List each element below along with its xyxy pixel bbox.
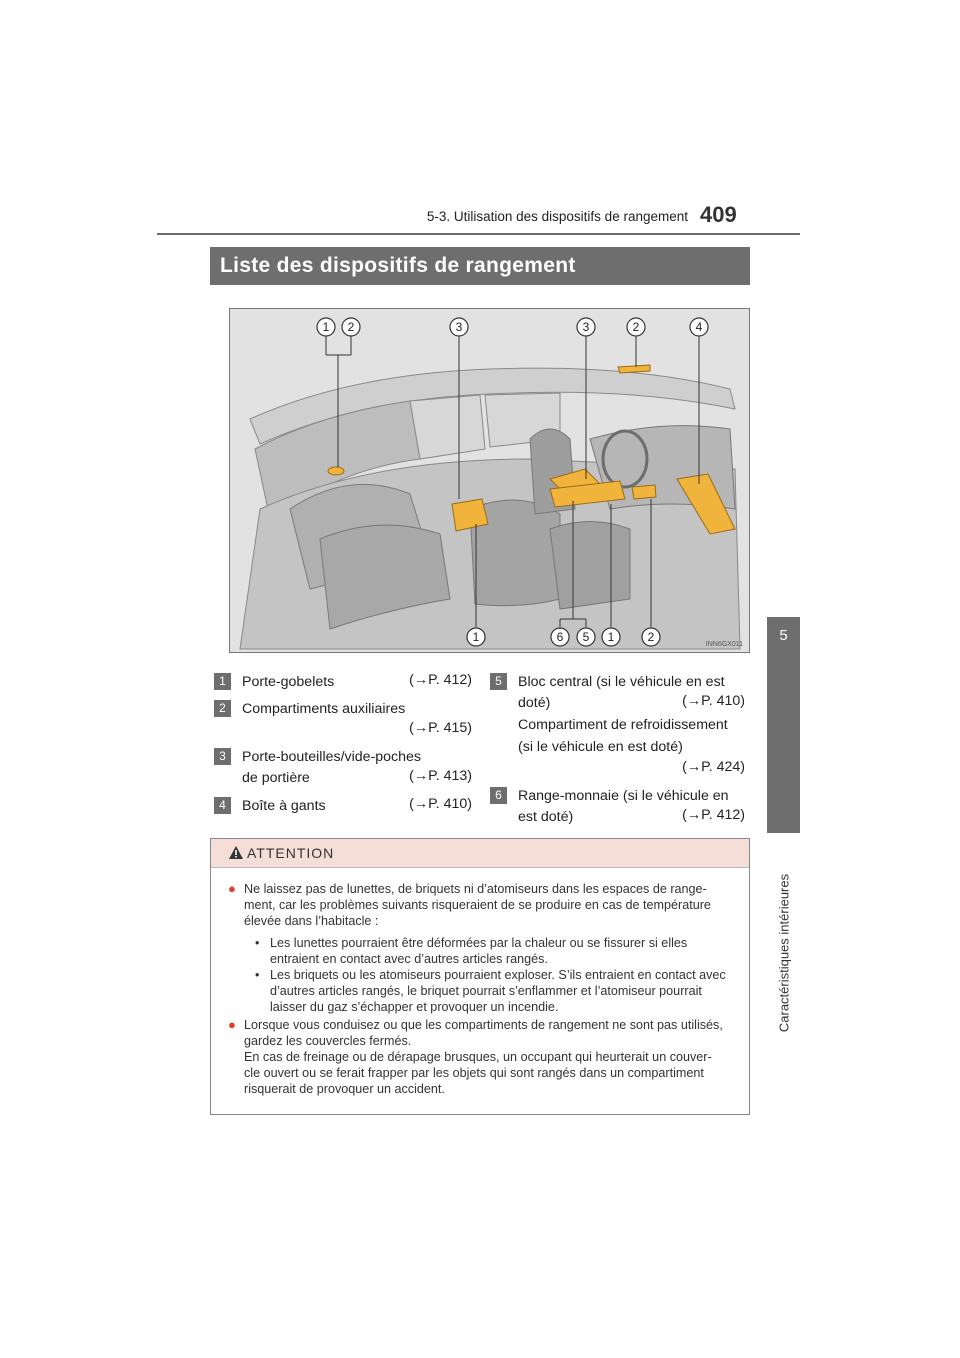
item-label-porte-bouteilles: Porte-bouteilles/vide-poches <box>242 749 422 765</box>
callout-top-3: 3 <box>455 320 463 334</box>
callout-bottom-3: 5 <box>582 630 590 644</box>
warning-sub2-line1: Les briquets ou les atomiseurs pourraient exploser. S’ils entraient en contact avec <box>270 968 726 982</box>
item-ref-5: (→P. 410) <box>682 693 745 709</box>
running-header: 5-3. Utilisation des dispositifs de rangement <box>426 209 688 224</box>
warning-sub1-line1: Les lunettes pourraient être déformées par la chaleur ou se fissurer si elles <box>270 936 688 950</box>
warning-p2-line5: risquerait de provoquer un accident. <box>244 1082 445 1096</box>
item-badge-2: 2 <box>214 700 231 717</box>
callout-bottom-2: 6 <box>556 630 564 644</box>
sub-bullet-icon: • <box>255 936 260 950</box>
item-ref-2: (→P. 415) <box>409 720 472 736</box>
chapter-label: Caractéristiques intérieures <box>776 873 792 1033</box>
warning-p2-line1: Lorsque vous conduisez ou que les compartiments de rangement ne sont pas utilisés, <box>244 1018 723 1032</box>
warning-p1-line1: Ne laissez pas de lunettes, de briquets ni d’atomiseurs dans les espaces de range- <box>244 882 707 896</box>
warning-p2-line3: En cas de freinage ou de dérapage brusques, un occupant qui heurterait un couver- <box>244 1050 712 1064</box>
chapter-label-wrapper <box>754 838 814 1068</box>
item-badge-6: 6 <box>490 787 507 804</box>
vehicle-interior-illustration <box>229 308 750 653</box>
warning-box <box>210 838 750 1115</box>
item-label-bloc-central-line2: doté) <box>518 695 551 711</box>
item-ref-5b: (→P. 424) <box>682 759 745 775</box>
warning-p2-line2: gardez les couvercles fermés. <box>244 1034 412 1048</box>
item-ref-6: (→P. 412) <box>682 807 745 823</box>
item-ref-1: (→P. 412) <box>409 672 472 688</box>
bullet-icon: ● <box>228 1017 236 1032</box>
chapter-number: 5 <box>779 627 788 644</box>
figure-code: INN6GX011 <box>705 641 743 648</box>
warning-title: ATTENTION <box>247 845 335 861</box>
header-divider <box>157 233 800 235</box>
warning-header <box>211 839 749 868</box>
item-label-bloc-central: Bloc central (si le véhicule en est <box>518 674 725 690</box>
chapter-tab <box>767 617 800 833</box>
sub-bullet-icon: • <box>255 968 260 982</box>
item-label-range-monnaie: Range-monnaie (si le véhicule en <box>518 788 729 804</box>
callout-top-5: 2 <box>632 320 640 334</box>
callout-bottom-4: 1 <box>607 630 615 644</box>
item-label-refroidissement-line2: (si le véhicule en est doté) <box>518 739 683 755</box>
bullet-icon: ● <box>228 881 236 896</box>
callout-top-2: 2 <box>347 320 355 334</box>
item-badge-4: 4 <box>214 797 231 814</box>
item-badge-3: 3 <box>214 748 231 765</box>
section-heading: Liste des dispositifs de rangement <box>210 247 750 285</box>
callout-top-1: 1 <box>322 320 330 334</box>
item-badge-1: 1 <box>214 673 231 690</box>
item-label-porte-gobelets: Porte-gobelets <box>242 674 335 690</box>
callout-top-4: 3 <box>582 320 590 334</box>
warning-triangle-icon <box>228 845 244 860</box>
item-badge-5: 5 <box>490 673 507 690</box>
interior-drawing <box>230 309 750 653</box>
warning-p1-line3: élevée dans l’habitacle : <box>244 914 379 928</box>
warning-p1-line2: ment, car les problèmes suivants risqueraient de se produire en cas de température <box>244 898 711 912</box>
item-label-compartiments: Compartiments auxiliaires <box>242 701 406 717</box>
item-label-range-monnaie-line2: est doté) <box>518 809 574 825</box>
warning-sub1-line2: entraient en contact avec d’autres articles rangés. <box>270 952 548 966</box>
item-label-porte-bouteilles-line2: de portière <box>242 770 310 786</box>
item-label-boite-a-gants: Boîte à gants <box>242 798 326 814</box>
callout-top-6: 4 <box>695 320 703 334</box>
warning-sub2-line3: laisser du gaz s’échapper et provoquer un incendie. <box>270 1000 559 1014</box>
callout-bottom-5: 2 <box>647 630 655 644</box>
item-label-refroidissement: Compartiment de refroidissement <box>518 717 728 733</box>
page-number: 409 <box>700 202 737 227</box>
callout-bottom-1: 1 <box>472 630 480 644</box>
warning-sub2-line2: d’autres articles rangés, le briquet pourrait s’enflammer et l’atomiseur pourrait <box>270 984 702 998</box>
item-ref-3: (→P. 413) <box>409 768 472 784</box>
item-ref-4: (→P. 410) <box>409 796 472 812</box>
warning-p2-line4: cle ouvert ou se ferait frapper par les objets qui sont rangés dans un compartiment <box>244 1066 704 1080</box>
